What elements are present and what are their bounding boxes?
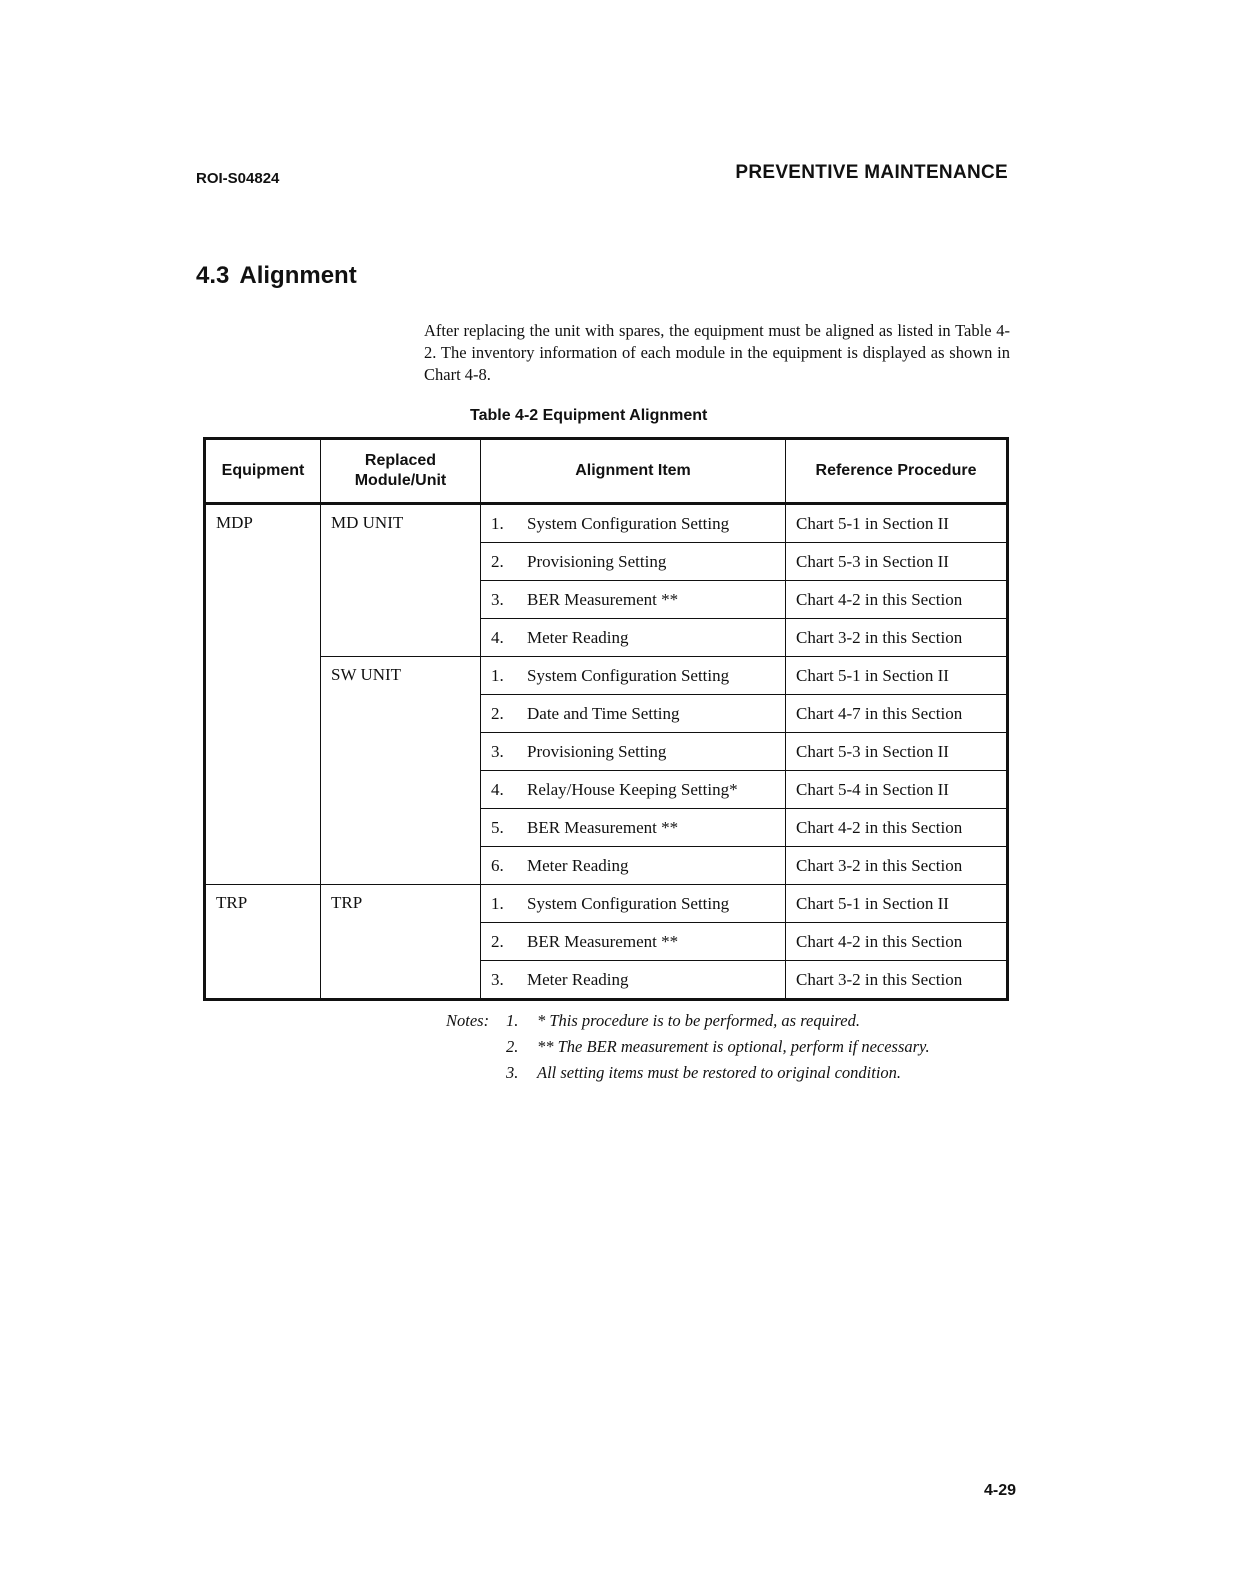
module-cell: MD UNIT (321, 504, 481, 657)
note-number: 2. (506, 1037, 519, 1056)
item-number: 2. (491, 551, 504, 571)
item-number: 3. (491, 741, 504, 761)
item-number: 4. (491, 627, 504, 647)
alignment-item-cell (481, 961, 786, 1000)
item-number: 2. (491, 931, 504, 951)
item-text: Meter Reading (527, 969, 629, 989)
table-notes (446, 1008, 930, 1086)
section-heading (196, 262, 357, 290)
reference-cell: Chart 3-2 in this Section (786, 961, 1008, 1000)
header-equipment: Equipment (205, 439, 321, 504)
header-alignment-item: Alignment Item (481, 439, 786, 504)
note-line (446, 1034, 930, 1060)
item-number: 4. (491, 779, 504, 799)
reference-cell: Chart 4-2 in this Section (786, 581, 1008, 619)
item-number: 3. (491, 969, 504, 989)
table-row (205, 885, 1008, 923)
alignment-item-cell (481, 847, 786, 885)
section-number: 4.3 (196, 262, 230, 289)
item-text: BER Measurement ** (527, 589, 679, 609)
reference-cell: Chart 5-1 in Section II (786, 885, 1008, 923)
item-text: Date and Time Setting (527, 703, 680, 723)
item-text: Meter Reading (527, 855, 629, 875)
alignment-item-cell (481, 885, 786, 923)
alignment-item-cell (481, 657, 786, 695)
item-text: BER Measurement ** (527, 931, 679, 951)
item-text: Meter Reading (527, 627, 629, 647)
reference-cell: Chart 4-2 in this Section (786, 809, 1008, 847)
equipment-cell: TRP (205, 885, 321, 1000)
header-replaced-line1: Replaced (364, 452, 437, 469)
alignment-item-cell (481, 923, 786, 961)
alignment-item-cell (481, 809, 786, 847)
intro-paragraph: After replacing the unit with spares, the equipment must be aligned as listed in Table 4-2. The inventory information of each module in the equipment is displayed as shown in Chart 4-8. (424, 321, 1010, 384)
item-number: 1. (491, 665, 504, 685)
table-header-row (205, 439, 1008, 504)
item-text: Relay/House Keeping Setting* (527, 779, 738, 799)
reference-cell: Chart 5-1 in Section II (786, 504, 1008, 543)
item-text: System Configuration Setting (527, 893, 730, 913)
note-text: ** The BER measurement is optional, perform if necessary. (537, 1037, 930, 1056)
reference-cell: Chart 3-2 in this Section (786, 847, 1008, 885)
item-number: 5. (491, 817, 504, 837)
reference-cell: Chart 4-7 in this Section (786, 695, 1008, 733)
item-text: BER Measurement ** (527, 817, 679, 837)
table-row (205, 657, 1008, 695)
alignment-item-cell (481, 695, 786, 733)
page-number: 4-29 (983, 1482, 1016, 1499)
item-text: System Configuration Setting (527, 665, 730, 685)
section-title: Alignment (239, 262, 357, 289)
module-cell: TRP (321, 885, 481, 1000)
header-replaced-line2: Module/Unit (354, 472, 447, 489)
notes-label: Notes: (446, 1011, 490, 1030)
item-number: 2. (491, 703, 504, 723)
item-number: 1. (491, 893, 504, 913)
alignment-item-cell (481, 581, 786, 619)
item-text: Provisioning Setting (527, 551, 667, 571)
alignment-item-cell (481, 733, 786, 771)
reference-cell: Chart 3-2 in this Section (786, 619, 1008, 657)
item-text: System Configuration Setting (527, 513, 730, 533)
note-text: * This procedure is to be performed, as required. (537, 1011, 860, 1030)
equipment-cell: MDP (205, 504, 321, 885)
alignment-item-cell (481, 619, 786, 657)
item-number: 6. (491, 855, 504, 875)
alignment-item-cell (481, 771, 786, 809)
table-row (205, 504, 1008, 543)
module-cell: SW UNIT (321, 657, 481, 885)
reference-cell: Chart 4-2 in this Section (786, 923, 1008, 961)
reference-cell: Chart 5-1 in Section II (786, 657, 1008, 695)
note-text: All setting items must be restored to original condition. (537, 1063, 902, 1082)
note-line (446, 1008, 930, 1034)
item-number: 3. (491, 589, 504, 609)
note-line (446, 1060, 930, 1086)
equipment-alignment-table (203, 437, 1009, 1001)
reference-cell: Chart 5-3 in Section II (786, 733, 1008, 771)
item-text: Provisioning Setting (527, 741, 667, 761)
note-number: 3. (506, 1063, 519, 1082)
alignment-item-cell (481, 504, 786, 543)
document-id: ROI-S04824 (196, 170, 280, 187)
table-caption: Table 4-2 Equipment Alignment (470, 407, 708, 424)
alignment-item-cell (481, 543, 786, 581)
header-reference-procedure: Reference Procedure (786, 439, 1008, 504)
header-replaced-module (321, 439, 481, 504)
item-number: 1. (491, 513, 504, 533)
reference-cell: Chart 5-3 in Section II (786, 543, 1008, 581)
reference-cell: Chart 5-4 in Section II (786, 771, 1008, 809)
chapter-title: PREVENTIVE MAINTENANCE (735, 162, 1008, 183)
note-number: 1. (506, 1011, 519, 1030)
